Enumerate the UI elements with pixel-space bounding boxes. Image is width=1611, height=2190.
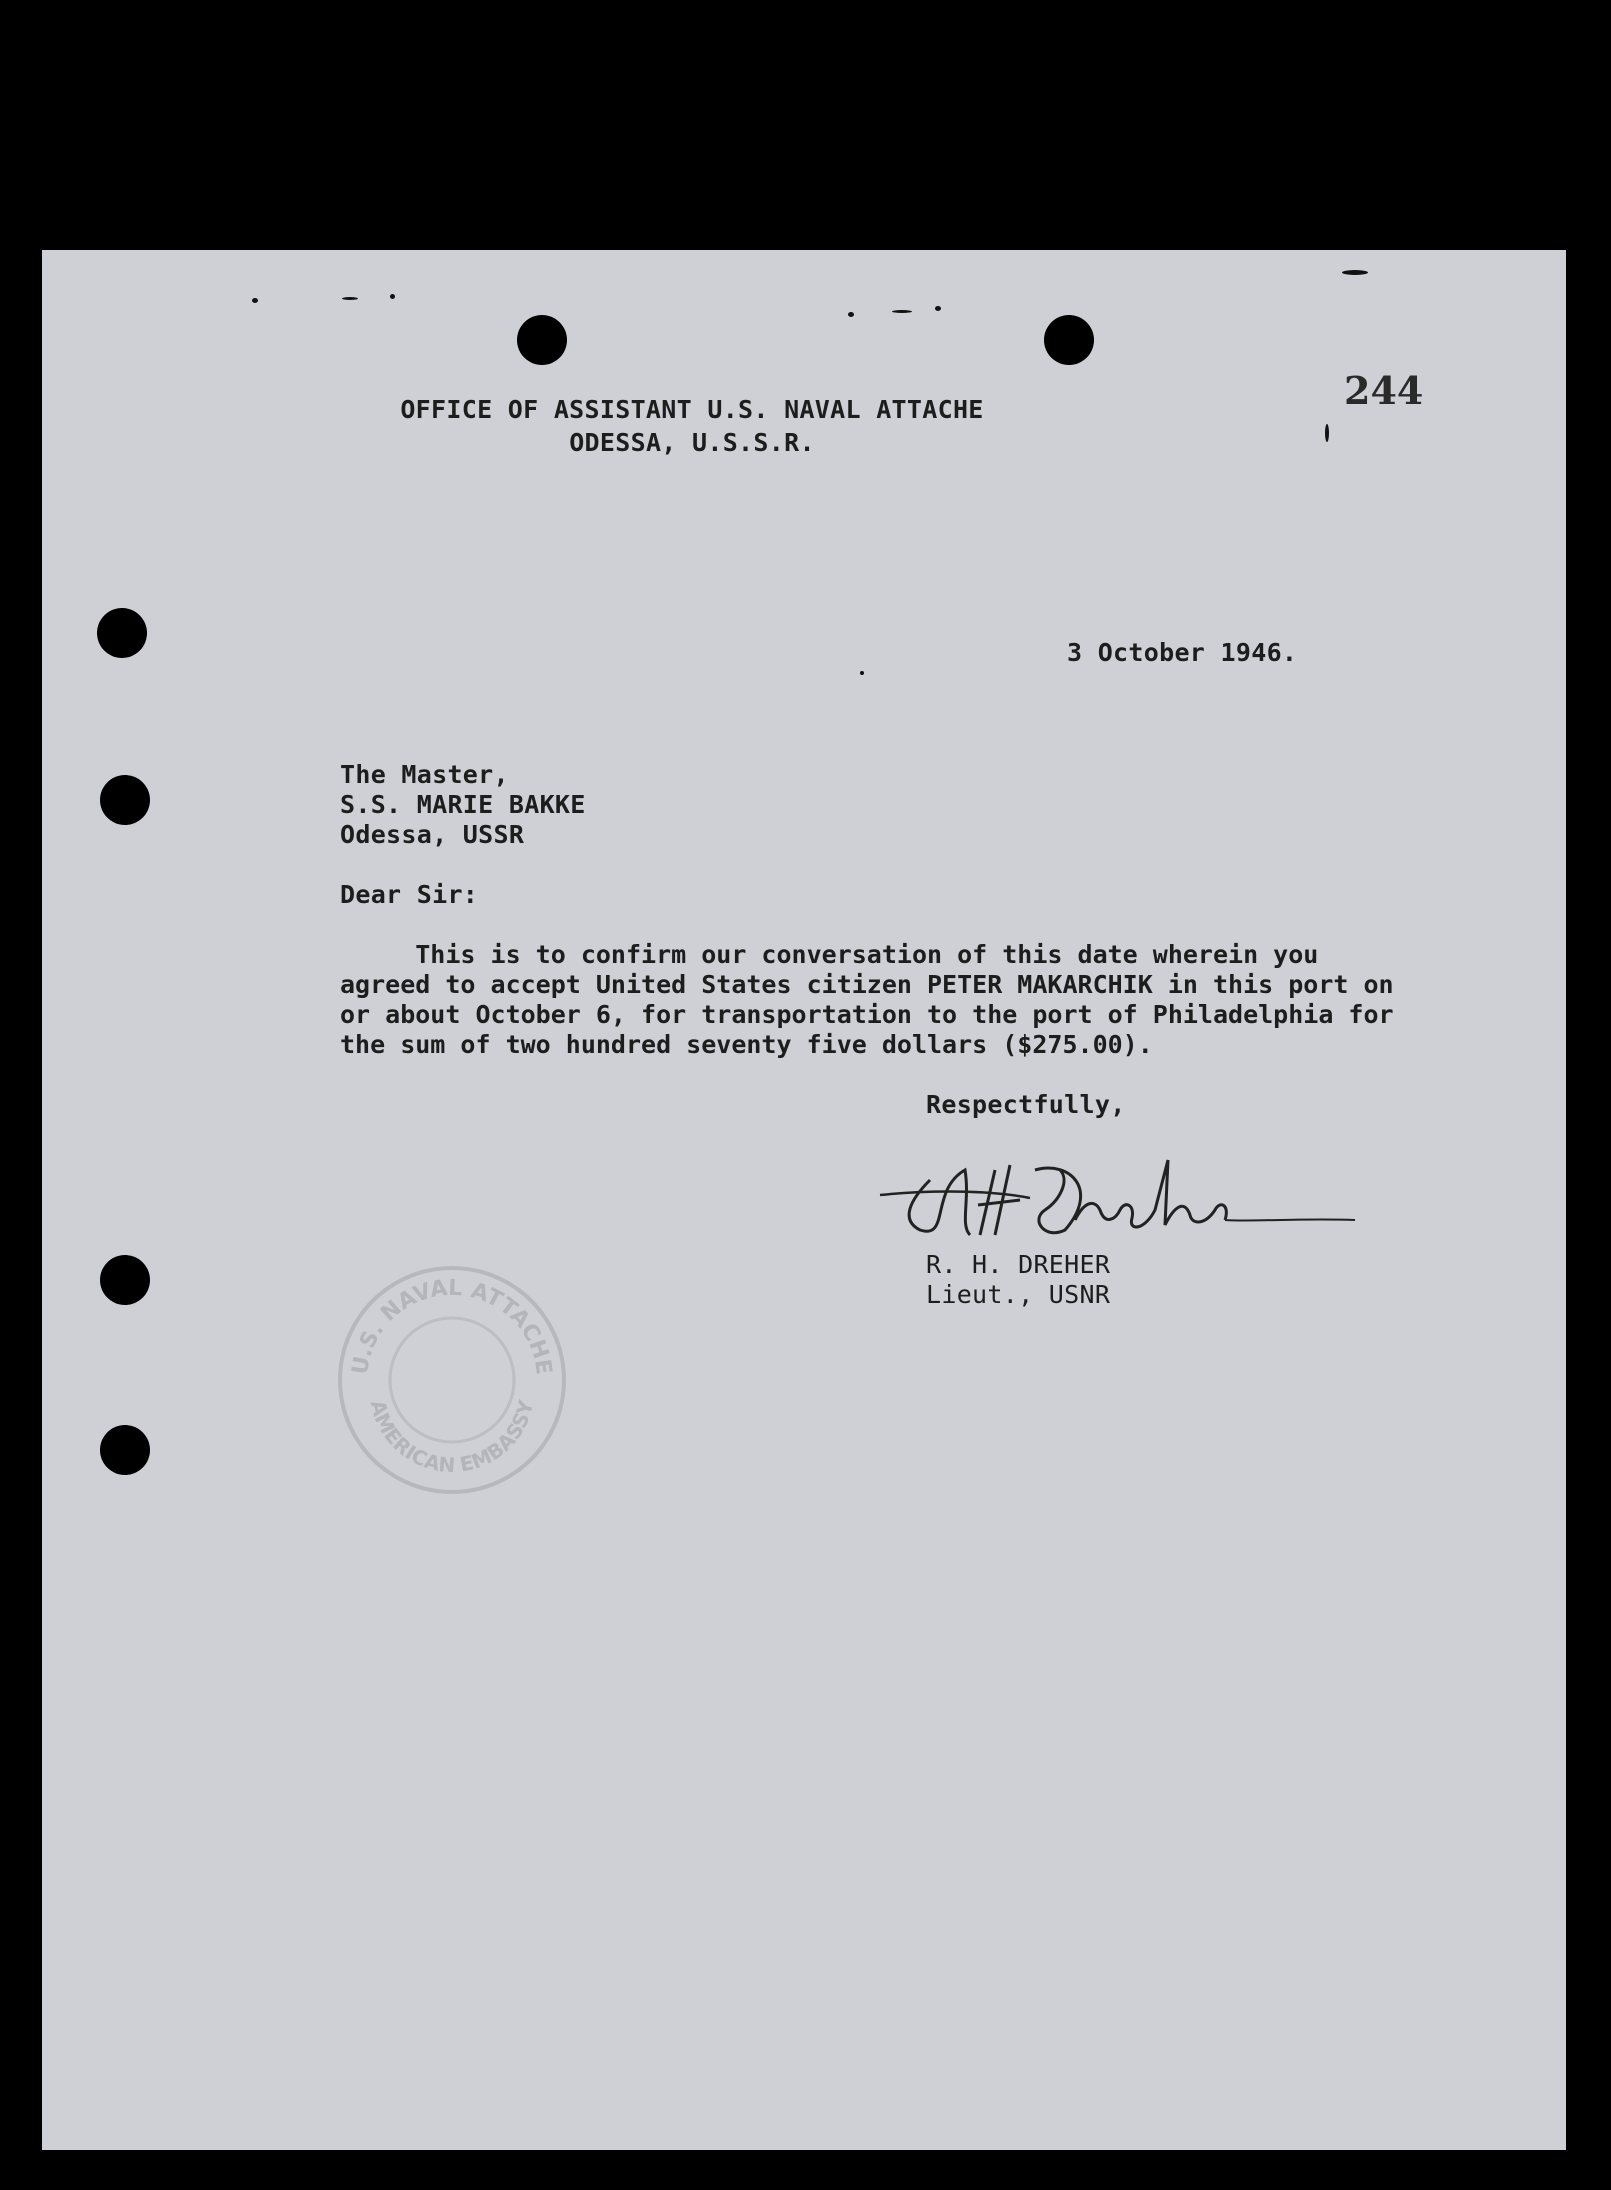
- signer-title: Lieut., USNR: [926, 1280, 1111, 1309]
- speck-mark: [860, 671, 864, 675]
- letterhead-line-1: OFFICE OF ASSISTANT U.S. NAVAL ATTACHE: [400, 395, 984, 424]
- signer-name: R. H. DREHER: [926, 1250, 1111, 1279]
- svg-text:U.S. NAVAL ATTACHE: U.S. NAVAL ATTACHE: [347, 1275, 557, 1377]
- handwritten-signature: [870, 1140, 1360, 1250]
- speck-mark: [1342, 270, 1368, 275]
- punch-hole-top-right: [1044, 315, 1094, 365]
- letterhead-line-2: ODESSA, U.S.S.R.: [569, 428, 815, 457]
- speck-mark: [848, 312, 854, 317]
- svg-text:AMERICAN EMBASSY: AMERICAN EMBASSY: [365, 1397, 539, 1478]
- body-line-2: agreed to accept United States citizen PETER MAKARCHIK in this port on: [340, 970, 1394, 999]
- body-line-3: or about October 6, for transportation to the port of Philadelphia for: [340, 1000, 1394, 1029]
- body-line-4: the sum of two hundred seventy five dollars ($275.00).: [340, 1030, 1153, 1059]
- speck-mark: [252, 298, 258, 303]
- letter-date: 3 October 1946.: [1067, 638, 1298, 667]
- body-line-1: This is to confirm our conversation of this date wherein you: [340, 940, 1319, 969]
- naval-attache-stamp: [332, 1260, 572, 1500]
- speck-mark: [935, 306, 941, 311]
- punch-hole-top-left: [517, 315, 567, 365]
- page-number: 244: [1344, 368, 1424, 413]
- document-page: [42, 250, 1566, 2150]
- recipient-line-1: The Master,: [340, 760, 509, 789]
- speck-mark: [342, 297, 358, 300]
- salutation: Dear Sir:: [340, 880, 479, 909]
- speck-mark: [390, 294, 395, 299]
- punch-hole-left-2: [100, 775, 150, 825]
- recipient-line-3: Odessa, USSR: [340, 820, 525, 849]
- punch-hole-left-4: [100, 1425, 150, 1475]
- punch-hole-left-3: [100, 1255, 150, 1305]
- punch-hole-left-1: [97, 608, 147, 658]
- recipient-line-2: S.S. MARIE BAKKE: [340, 790, 586, 819]
- closing: Respectfully,: [926, 1090, 1126, 1119]
- speck-mark: [892, 310, 912, 313]
- speck-mark: [1325, 424, 1329, 442]
